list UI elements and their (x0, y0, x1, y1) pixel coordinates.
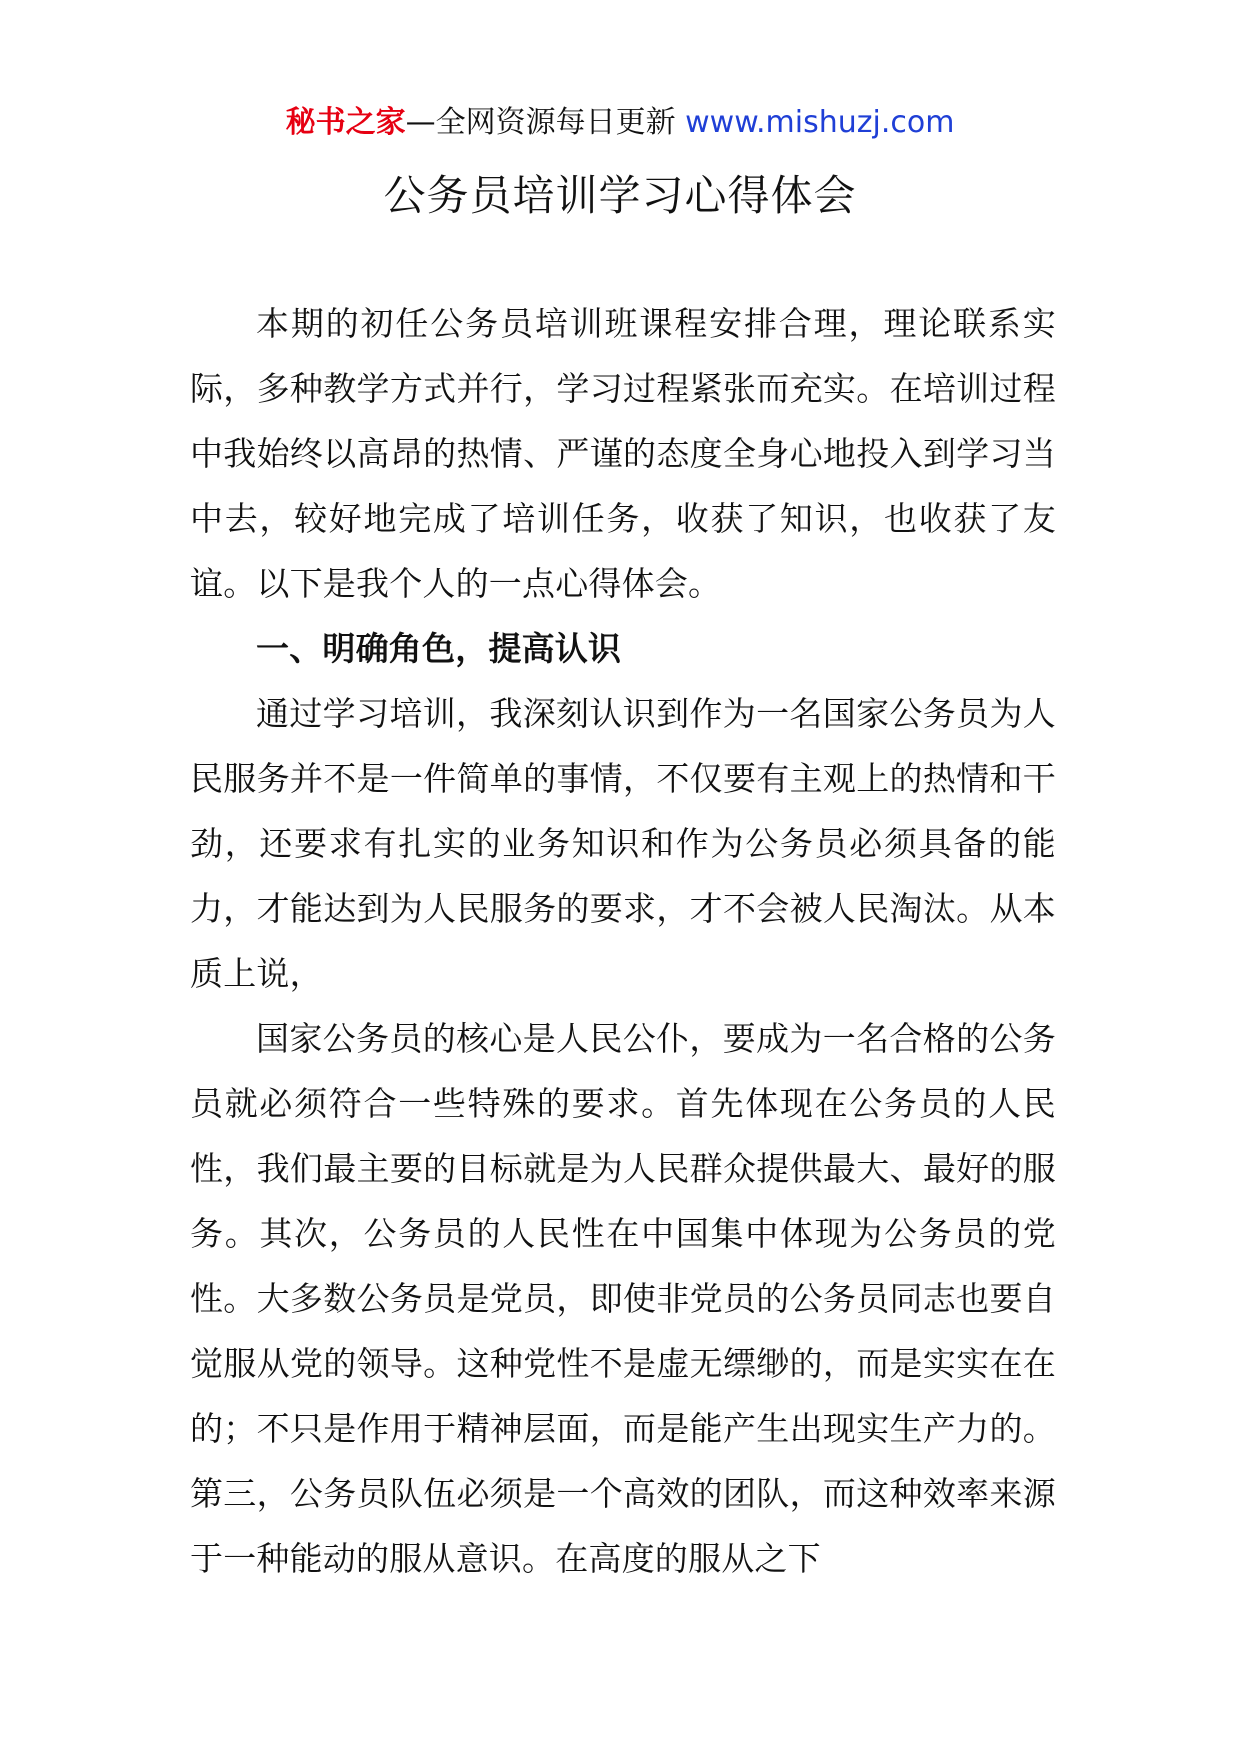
page-title: 公务员培训学习心得体会 (383, 171, 857, 220)
site-header (0, 103, 1240, 143)
paragraph-role: 通过学习培训，我深刻认识到作为一名国家公务员为人民服务并不是一件简单的事情，不仅要有主观上的热情和干劲，还要求有扎实的业务知识和作为公务员必须具备的能力，才能达到为人民服务的要求，才不会被人民淘汰。从本质上说， (190, 694, 1056, 993)
paragraph-core: 国家公务员的核心是人民公仆，要成为一名合格的公务员就必须符合一些特殊的要求。首先体现在公务员的人民性，我们最主要的目标就是为人民群众提供最大、最好的服务。其次，公务员的人民性在中国集中体现为公务员的党性。大多数公务员是党员，即使非党员的公务员同志也要自觉服从党的领导。这种党性不是虚无缥缈的，而是实实在在的；不只是作用于精神层面，而是能产生出现实生产力的。第三，公务员队伍必须是一个高效的团队，而这种效率来源于一种能动的服从意识。在高度的服从之下 (190, 1019, 1056, 1578)
paragraph-intro: 本期的初任公务员培训班课程安排合理，理论联系实际，多种教学方式并行，学习过程紧张而充实。在培训过程中我始终以高昂的热情、严谨的态度全身心地投入到学习当中去，较好地完成了培训任务，收获了知识，也收获了友谊。以下是我个人的一点心得体会。 (190, 304, 1056, 603)
brand-name: 秘书之家 (285, 105, 406, 140)
header-slogan: —全网资源每日更新 (405, 105, 676, 140)
site-url-link[interactable]: www.mishuzj.com (685, 105, 955, 140)
section-heading: 一、明确角色，提高认识 (256, 629, 622, 668)
document-body (190, 291, 1056, 1591)
